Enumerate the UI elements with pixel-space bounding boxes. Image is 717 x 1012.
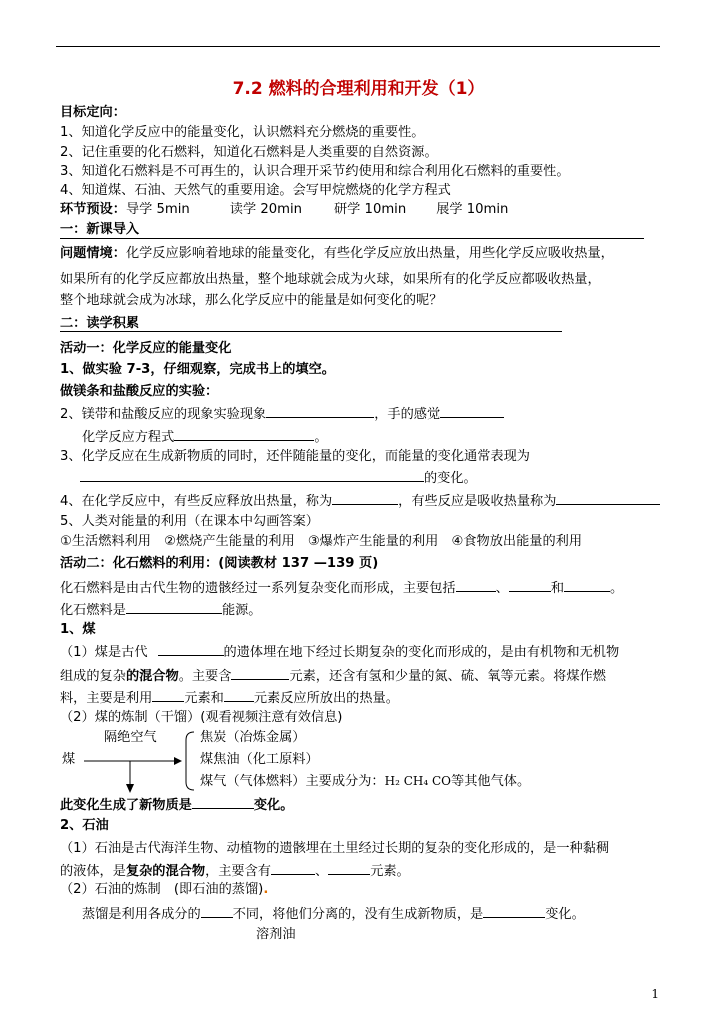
text: 料，主要是利用 (60, 691, 153, 706)
text: 4、在化学反应中，有些反应释放出热量，称为 (60, 494, 333, 509)
text: . (263, 882, 269, 897)
answer-blank[interactable] (556, 491, 660, 505)
activity-heading: 活动二：化石燃料的利用：(阅读教材 137 —139 页) (60, 556, 379, 571)
coal-line: （2）煤的炼制（干馏）(观看视频注意有效信息) (60, 710, 343, 725)
goal-item: 2、记住重要的化石燃料，知道化石燃料是人类重要的自然资源。 (60, 145, 438, 160)
oil-line: （1）石油是古代海洋生物、动植物的遗骸埋在土里经过长期的复杂的变化形成的，是一种黏稠 (60, 841, 610, 856)
answer-blank[interactable] (564, 578, 610, 592)
coal-line (60, 666, 606, 686)
oil-line (82, 904, 585, 924)
answer-blank[interactable] (332, 491, 398, 505)
answer-blank[interactable] (483, 904, 545, 918)
question-2-equation: 化学反应方程式 。 (82, 427, 328, 447)
diagram-product: 煤焦油（化工原料） (200, 752, 319, 767)
options-line: ①生活燃料利用 ②燃烧产生能量的利用 ③爆炸产生能量的利用 ④食物放出能量的利用 (60, 534, 583, 549)
text: 复杂的混合物 (125, 864, 206, 879)
schedule-item: 展学 10min (436, 202, 509, 217)
diagram-product (200, 772, 530, 791)
diagram-arrows (82, 726, 202, 798)
fossil-fuel-line (60, 578, 623, 598)
question-line: 如果所有的化学反应都放出热量，整个地球就会成为火球，如果所有的化学反应都吸收热量， (60, 272, 601, 287)
text: 变化。 (253, 798, 294, 813)
text: 2、镁带和盐酸反应的现象实验现象 (60, 407, 267, 422)
subsection-heading: 1、煤 (60, 622, 96, 637)
text: 元素。 (370, 864, 410, 879)
text: 和 (550, 581, 564, 596)
question-line (60, 245, 614, 263)
text: 化石燃料是 (60, 603, 126, 618)
answer-blank[interactable] (192, 795, 254, 809)
answer-blank[interactable] (201, 904, 233, 918)
text: 。 (610, 581, 624, 596)
question-text: 化学反应影响着地球的能量变化，有些化学反应放出热量，用些化学反应吸收热量， (125, 246, 614, 261)
schedule (60, 201, 508, 219)
text: 元素，还含有氢和少量的氮、硫、氧等元素。将煤作燃 (289, 669, 606, 684)
text: 等其他气体。 (451, 774, 531, 789)
question-3: 3、化学反应在生成新物质的同时，还伴随能量的变化，而能量的变化通常表现为 (60, 449, 530, 464)
text: 煤气（气体燃料）主要成分为： (200, 774, 385, 789)
diagram-air-label: 隔绝空气 (104, 730, 157, 745)
goals-heading: 目标定向： (60, 105, 126, 120)
subsection-heading: 2、石油 (60, 818, 109, 833)
oil-line (60, 861, 410, 881)
text: 元素和 (184, 691, 224, 706)
answer-blank[interactable] (271, 861, 315, 875)
text: 蒸馏是利用各成分的 (82, 907, 201, 922)
answer-blank[interactable] (440, 404, 504, 418)
text: ，有些反应是吸收热量称为 (398, 494, 557, 509)
question-3-cont (80, 468, 477, 488)
text: ，手的感觉 (374, 407, 441, 422)
section-rule (60, 331, 562, 332)
text: 变化。 (545, 907, 585, 922)
diagram-product: 焦炭（冶炼金属） (200, 730, 306, 745)
text: ，主要含有 (205, 864, 271, 879)
schedule-item: 导学 5min (125, 202, 190, 217)
oil-diagram-label: 溶剂油 (256, 927, 296, 942)
text: 此变化生成了新物质是 (60, 798, 192, 813)
text: （1）煤是古代 (60, 645, 148, 660)
coal-line (60, 688, 399, 708)
answer-blank[interactable] (224, 688, 254, 702)
question-5: 5、人类对能量的利用（在课本中勾画答案） (60, 514, 319, 529)
section-rule (60, 238, 644, 239)
answer-blank[interactable] (80, 468, 424, 482)
schedule-item: 读学 20min (229, 202, 302, 217)
text: 的混合物 (125, 669, 179, 684)
section-heading: 一：新课导入 (60, 222, 140, 237)
text: 的变化。 (424, 471, 477, 486)
question-2 (60, 404, 504, 424)
step-line: 1、做实验 7-3，仔细观察，完成书上的填空。 (60, 362, 335, 377)
text: 化学反应方程式 (82, 430, 175, 445)
page-number: 1 (651, 987, 659, 1001)
answer-blank[interactable] (152, 688, 184, 702)
experiment-line: 做镁条和盐酸反应的实验： (60, 384, 219, 399)
oil-line (60, 881, 268, 899)
text: 的液体，是 (60, 864, 126, 879)
coal-conclusion (60, 795, 293, 815)
activity-heading: 活动一：化学反应的能量变化 (60, 341, 232, 356)
text: 的遗体埋在地下经过长期复杂的变化而形成的，是由有机物和无机物 (223, 645, 620, 660)
text: 化石燃料是由古代生物的遗骸经过一系列复杂变化而形成，主要包括 (60, 581, 456, 596)
header-rule (56, 46, 660, 47)
text: 、 (315, 864, 329, 879)
fossil-fuel-line (60, 600, 262, 620)
answer-blank[interactable] (174, 427, 314, 441)
diagram-coal-label: 煤 (62, 752, 76, 767)
text: 组成的复杂 (60, 669, 126, 684)
question-4 (60, 491, 660, 511)
schedule-item: 研学 10min (333, 202, 407, 217)
text: 。主要含 (178, 669, 232, 684)
question-line: 整个地球就会成为冰球，那么化学反应中的能量是如何变化的呢？ (60, 293, 443, 308)
goal-item: 1、知道化学反应中的能量变化，认识燃料充分燃烧的重要性。 (60, 125, 425, 140)
text: （2）石油的炼制 (即石油的蒸馏) (60, 882, 264, 897)
coal-line (60, 642, 619, 662)
answer-blank[interactable] (126, 600, 222, 614)
text: 、 (495, 581, 509, 596)
section-heading: 二：读学积累 (60, 316, 140, 331)
text: 元素反应所放出的热量。 (253, 691, 399, 706)
answer-blank[interactable] (456, 578, 496, 592)
goal-item: 3、知道化石燃料是不可再生的，认识合理开采节约使用和综合利用化石燃料的重要性。 (60, 164, 570, 179)
question-label: 问题情境： (60, 246, 126, 261)
text: 不同，将他们分离的，没有生成新物质，是 (232, 907, 484, 922)
goal-item: 4、知道煤、石油、天然气的重要用途。会写甲烷燃烧的化学方程式 (60, 183, 451, 198)
answer-blank[interactable] (509, 578, 551, 592)
text: 能源。 (221, 603, 262, 618)
formula: H₂ CH₄ CO (384, 774, 452, 788)
page-title: 7.2 燃料的合理利用和开发（1） (232, 79, 485, 99)
answer-blank[interactable] (328, 861, 370, 875)
schedule-label: 环节预设： (60, 202, 126, 217)
answer-blank[interactable] (158, 642, 224, 656)
answer-blank[interactable] (231, 666, 289, 680)
answer-blank[interactable] (266, 404, 374, 418)
